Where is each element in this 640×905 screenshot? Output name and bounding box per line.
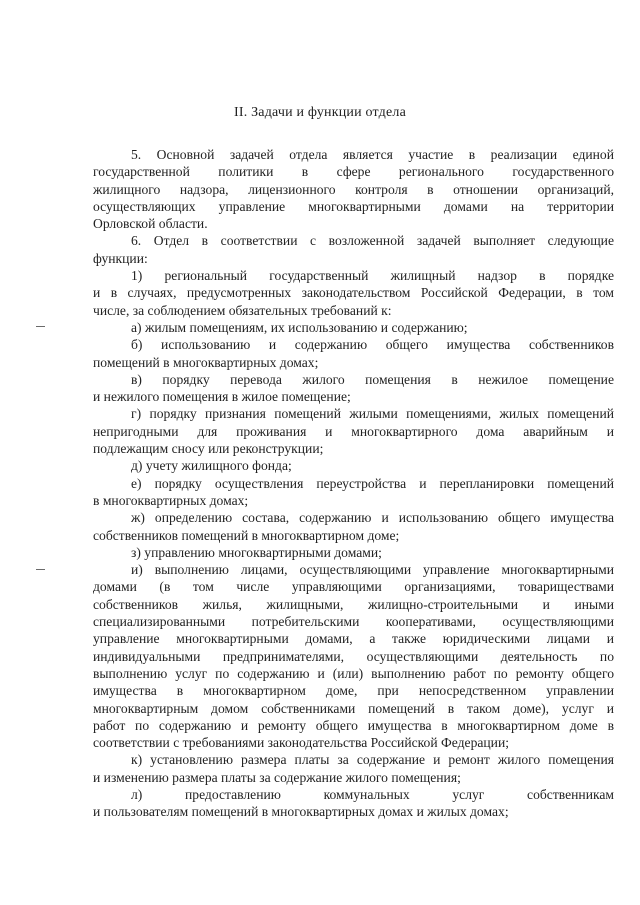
text-line: е) порядку осуществления переустройства и перепланировки помещений [131,475,614,491]
text-line: домами (в том числе управляющими организациями, товариществами [93,579,614,595]
text-line: л) предоставлению коммунальных услуг собственникам [131,786,614,802]
text-line: к) установлению размера платы за содержание и ремонт жилого помещения [131,752,614,768]
text-line: многоквартирным домом собственниками помещений в таком доме), услуг и [93,700,614,716]
text-line: управление многоквартирными домами, а также юридическими лицами и [93,631,614,647]
text-line: 6. Отдел в соответствии с возложенной задачей выполняет следующие [131,233,614,249]
document-body [93,146,614,821]
text-line: 5. Основной задачей отдела является участие в реализации единой [131,147,614,162]
text-line: непригодными для проживания и многоквартирного дома аварийным и [93,423,614,439]
text-line: ж) определению состава, содержанию и использованию общего имущества [131,510,614,526]
text-line: собственников жилья, жилищными, жилищно-строительными и иными [93,596,614,612]
text-line: и) выполнению лицами, осуществляющими управление многоквартирными [131,562,614,578]
text-line: соответствии с требованиями законодательства Российской Федерации; [93,735,510,751]
text-line: работ по содержанию и ремонту общего имущества в многоквартирном доме в [93,717,614,733]
text-line: в многоквартирных домах; [93,492,249,508]
margin-mark [36,326,45,327]
text-line: в) порядку перевода жилого помещения в нежилое помещение [131,371,614,387]
text-line: числе, за соблюдением обязательных требований к: [93,302,392,318]
section-title: II. Задачи и функции отдела [233,105,407,120]
text-line: функции: [93,250,148,266]
text-line: б) использованию и содержанию общего имущества собственников [131,337,614,353]
text-line: и в случаях, предусмотренных законодательством Российской Федерации, в том [93,285,614,301]
text-line: г) порядку признания помещений жилыми помещениями, жилых помещений [131,406,614,422]
text-line: индивидуальными предпринимателями, осуществляющими деятельность по [93,648,614,664]
text-line: осуществляющих управление многоквартирными домами на территории [93,198,614,214]
text-line: а) жилым помещениям, их использованию и содержанию; [131,319,468,335]
text-line: и нежилого помещения в жилое помещение; [93,389,351,405]
text-line: специализированными потребительскими кооперативами, осуществляющими [93,614,614,630]
text-line: 1) региональный государственный жилищный надзор в порядке [131,268,614,284]
text-line: собственников помещений в многоквартирном доме; [93,527,400,543]
text-line: и изменению размера платы за содержание жилого помещения; [93,769,461,785]
text-line: д) учету жилищного фонда; [131,458,292,474]
text-line: Орловской области. [93,216,208,232]
text-line: имущества в многоквартирном доме, при непосредственном управлении [93,683,614,699]
text-line: и пользователям помещений в многоквартирных домах и жилых домах; [93,804,509,820]
text-line: з) управлению многоквартирными домами; [131,544,382,560]
text-line: подлежащим сносу или реконструкции; [93,441,324,457]
margin-mark [36,569,45,570]
text-line: жилищного надзора, лицензионного контроля в отношении организаций, [93,181,614,197]
text-line: помещений в многоквартирных домах; [93,354,319,370]
text-line: государственной политики в сфере регионального государственного [93,164,614,180]
text-line: выполнению услуг по содержанию и (или) выполнению работ по ремонту общего [93,665,614,681]
